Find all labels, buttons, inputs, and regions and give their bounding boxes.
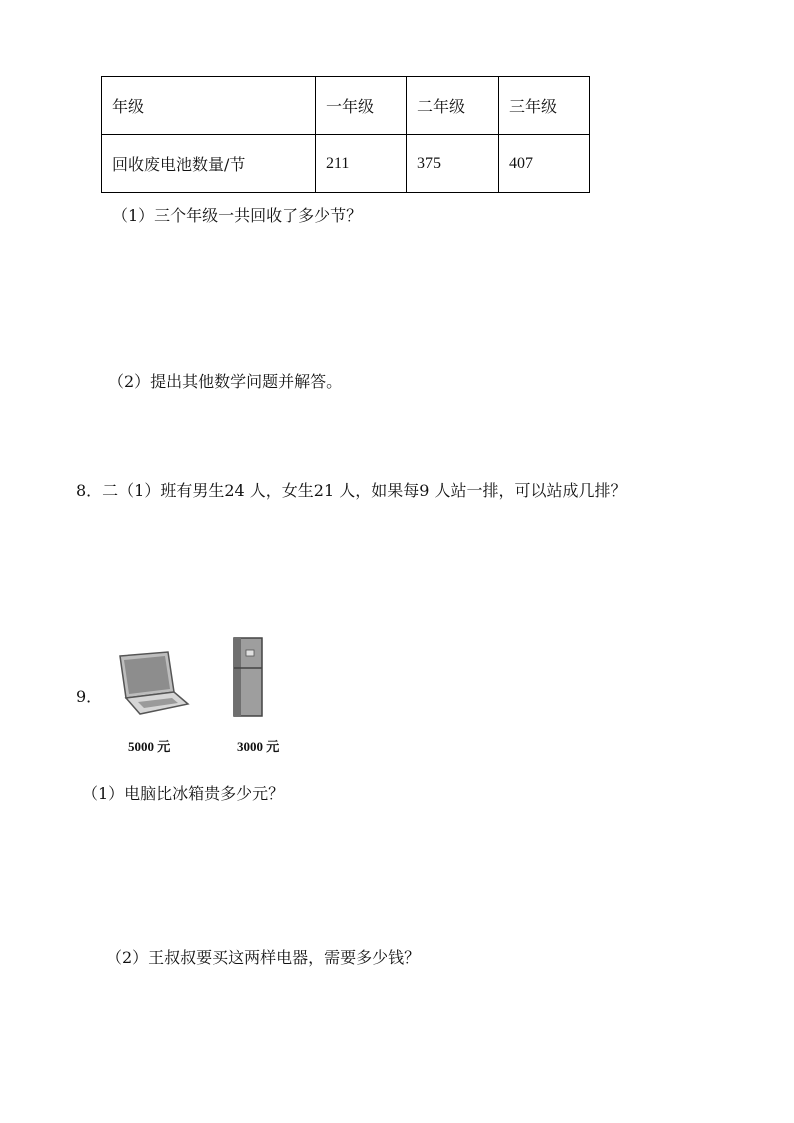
table-header-row bbox=[102, 77, 590, 135]
refrigerator-price: 3000 元 bbox=[237, 739, 280, 754]
question-8: 8．二（1）班有男生24 人，女生21 人，如果每9 人站一排，可以站成几排？ bbox=[76, 481, 627, 500]
question-7-part-2: （2）提出其他数学问题并解答。 bbox=[108, 372, 343, 391]
table-header-grade2: 二年级 bbox=[407, 77, 499, 135]
table-header-grade: 年级 bbox=[102, 77, 316, 135]
table-cell-grade2: 375 bbox=[407, 135, 499, 193]
question-9-part-1: （1）电脑比冰箱贵多少元？ bbox=[82, 784, 285, 803]
question-9-number: 9． bbox=[76, 687, 103, 706]
table-cell-grade1: 211 bbox=[316, 135, 407, 193]
table-row-label: 回收废电池数量/节 bbox=[102, 135, 316, 193]
question-7-part-1: （1）三个年级一共回收了多少节？ bbox=[112, 206, 363, 225]
table-header-grade1: 一年级 bbox=[316, 77, 407, 135]
battery-recycling-table bbox=[101, 76, 590, 193]
table-cell-grade3: 407 bbox=[499, 135, 590, 193]
laptop-price: 5000 元 bbox=[128, 739, 171, 754]
laptop-icon bbox=[114, 648, 190, 718]
table-row bbox=[102, 135, 590, 193]
refrigerator-icon bbox=[230, 636, 266, 718]
table-header-grade3: 三年级 bbox=[499, 77, 590, 135]
question-9-part-2: （2）王叔叔要买这两样电器，需要多少钱？ bbox=[106, 948, 421, 967]
